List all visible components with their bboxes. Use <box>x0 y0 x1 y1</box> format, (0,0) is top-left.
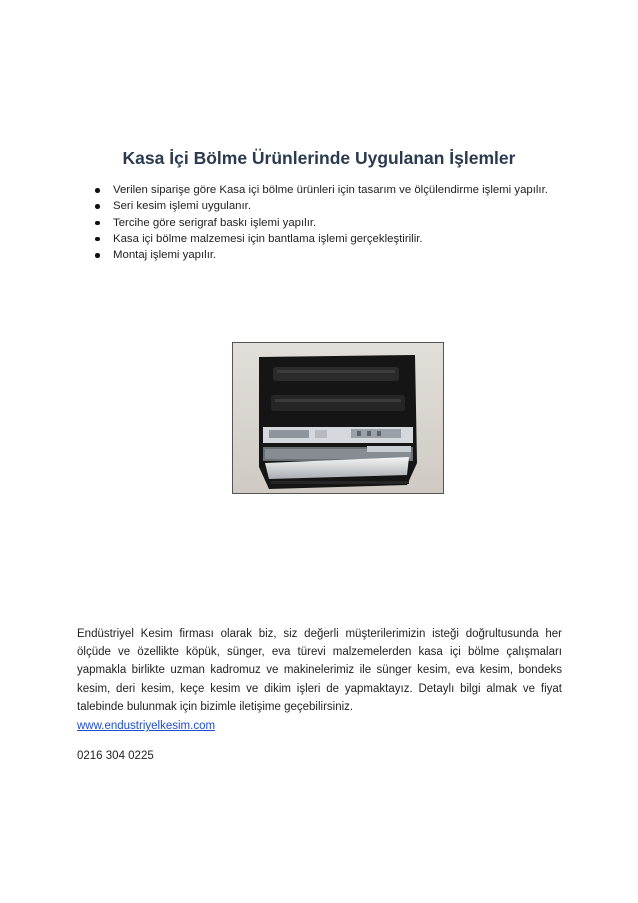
phone-number: 0216 304 0225 <box>77 750 154 762</box>
list-item-text: Kasa içi bölme malzemesi için bantlama işlemi gerçekleştirilir. <box>113 232 423 245</box>
foam-case-insert-illustration <box>233 343 443 493</box>
list-item-text: Montaj işlemi yapılır. <box>113 249 217 262</box>
list-item <box>92 247 572 263</box>
bullet-icon <box>95 253 100 258</box>
list-item <box>92 231 572 247</box>
list-item <box>92 198 572 214</box>
bullet-icon <box>95 237 100 242</box>
list-item-text: Tercihe göre serigraf baskı işlemi yapılır. <box>113 216 317 229</box>
bullet-icon <box>95 188 100 193</box>
page-title: Kasa İçi Bölme Ürünlerinde Uygulanan İşlemler <box>122 148 516 168</box>
list-item-text: Seri kesim işlemi uygulanır. <box>113 200 251 213</box>
bullet-icon <box>95 204 100 209</box>
process-list <box>92 182 572 263</box>
list-item-text: Verilen siparişe göre Kasa içi bölme ürünleri için tasarım ve ölçülendirme işlemi yapılır. <box>113 184 548 196</box>
foam-case-insert-photo <box>232 342 444 494</box>
bullet-icon <box>95 221 100 226</box>
list-item <box>92 182 572 198</box>
list-item <box>92 215 572 231</box>
company-paragraph: Endüstriyel Kesim firması olarak biz, siz değerli müşterilerimizin isteği doğrultusunda her ölçüde ve özellikte köpük, sünger, eva türevi malzemelerden kasa içi bölme çalışmaları yapmakla birlikte uzman kadromuz ve makinelerimiz ile sünger kesim, eva kesim, bondeks kesim, deri kesim, keçe kesim ve dikim işleri de yapmaktayız. Detaylı bilgi almak ve fiyat talebinde bulunmak için bizimle iletişime geçebilirsiniz. <box>77 628 562 713</box>
website-link[interactable]: www.endustriyelkesim.com <box>77 720 216 732</box>
